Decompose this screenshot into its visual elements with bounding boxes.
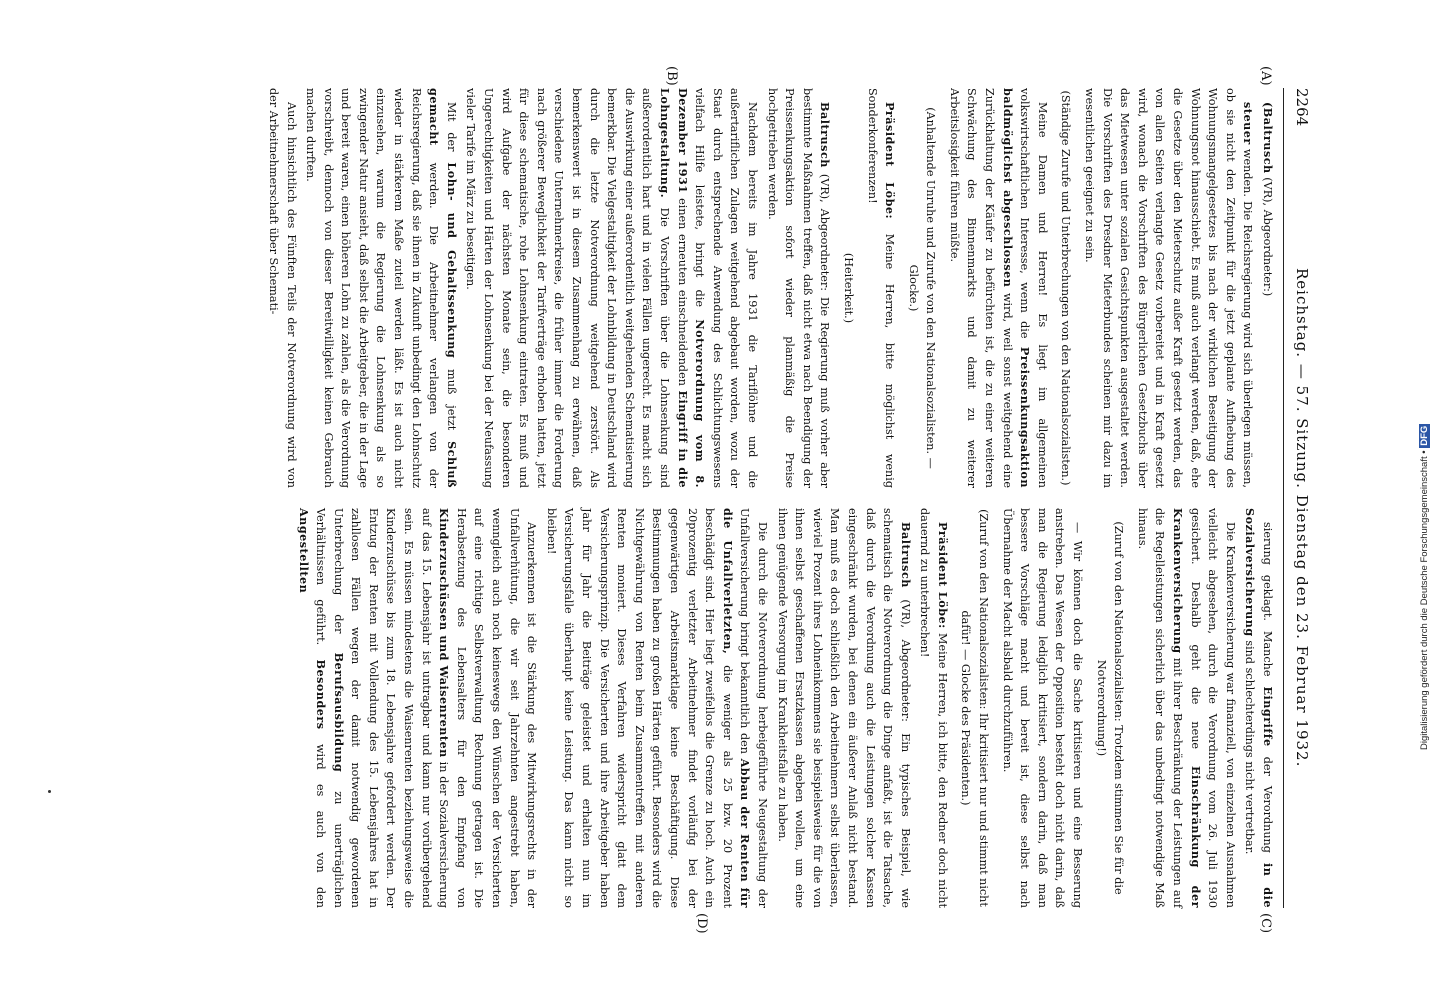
right-column-paragraph: Die durch die Notverordnung herbeigeführte Neugestaltung der Unfallversicherung bringt bekanntlich den Abbau der Renten für die Unfallverletzten, die weniger als 25 bzw. 20 Prozent beschädigt sind. Hier liegt zweifellos die Grenze zu hoch. Auch ein 20prozentig verletzter Arbeitnehmer findet vorläufig bei der gegenwärtigen Arbeitsmarktlage keine Beschäftigung. Diese Bestimmungen haben zu großen Härten geführt. Besonders wird die Nichtgewährung von Renten beim Zusammentreffen mit anderen Renten moniert. Dieses Verfahren widerspricht glatt dem Versicherungsprinzip. Die Versicherten und ihre Arbeitgeber haben Jahr für Jahr die Beiträge geleistet und erhalten nun im Versicherungsfalle überhaupt keine Leistung. Das kann nicht so bleiben! — [544, 508, 769, 908]
margin-mark-b: (B) — [664, 66, 679, 86]
left-text-column — [262, 88, 1276, 488]
left-column-paragraph: steuer wenden. Die Reichsregierung wird sich überlegen müssen, ob sie nicht den Zeitpunkt für die jetzt geplante Aufhebung des Wohnungsmangelgesetzes bis nach der wirklichen Beseitigung der Wohnungsnot hinausschiebt. Es muß auch verlangt werden, daß, ehe die Gesetze über den Mieterschutz außer Kraft gesetzt werden, das von allen Seiten verlangte Gesetz vorbereitet und in Kraft gesetzt wird, wonach die Vorschriften des Bürgerlichen Gesetzbuchs über das Mietwesen unter sozialen Gesichtspunkten ausgestaltet werden. Die Vorschriften des Dresdner Mieterbundes scheinen mir dazu im wesentlichen geeignet zu sein. — [1083, 88, 1256, 488]
margin-mark-a: (A) — [1258, 66, 1273, 86]
rotated-page — [80, 66, 1311, 934]
left-column-paragraph: Auch hinsichtlich des Fünften Teils der Notverordnung wird von der Arbeitnehmerschaft über Schemati- — [266, 88, 298, 488]
credit-text: Digitalisierung gefördert durch die Deutsche Forschungsgemeinschaft • — [1419, 450, 1430, 750]
right-column-paragraph: Baltrusch (VR), Abgeordneter: Ein typisches Beispiel, wie schematisch die Notverordnung die Dinge anfaßt, ist die Tatsache, daß durch die Verordnung auch die Leistungen solcher Kassen eingeschränkt wurden, bei denen ein äußerer Anlaß nicht bestand. Man muß es doch schließlich den Arbeitnehmern selbst überlassen, wieviel Prozent ihres Lohneinkommens sie beispielsweise für die von ihnen selbst geschaffenen Ersatzkassen abgeben wollen, um eine ihnen genügende Versorgung im Krankheitsfalle zu haben. — [775, 508, 913, 908]
right-column-paragraph: Die Krankenversicherung war finanziell, von einzelnen Ausnahmen vielleicht abgesehen, durch die Verordnung vom 26. Juli 1930 gesichert. Deshalb geht die neue Einschränkung der Krankenversicherung mit ihrer Beschränkung der Leistungen auf die Regelleistungen sicherlich über das unbedingt notwendige Maß hinaus. — [1135, 508, 1237, 908]
left-column-paragraph: (Anhaltende Unruhe und Zurufe von den Nationalsozialisten. — Glocke.) — [906, 107, 938, 469]
page-header — [1286, 88, 1310, 908]
header-rule — [1283, 88, 1284, 908]
left-column-paragraph: Nachdem bereits im Jahre 1931 die Tariflöhne und die außertariflichen Zulagen weitgehend abgebaut worden, wozu der Staat durch entsprechende Anwendung des Schlichtungswesens vielfach Hilfe leistete, bringt die Notverordnung vom 8. Dezember 1931 einen erneuten einschneidenden Eingriff in die Lohngestaltung. Die Vorschriften über die Lohnsenkung sind außerordentlich hart und in vielen Fällen ungerecht. Es macht sich die Auswirkung einer außerordentlich weitgehenden Schematisierung bemerkbar. Die Vielgestaltigkeit der Lohnbildung in Deutschland wird durch die letzte Notverordnung weitgehend zerstört. Als bemerkenswert ist in diesem Zusammenhang zu erwähnen, daß verschiedene Unternehmerkreise, die früher immer die Forderung nach größerer Beweglichkeit der Tarifverträge erhoben hatten, jetzt für diese schematische, rohe Lohnsenkung eintraten. Es muß und wird Aufgabe der nächsten Monate sein, die besonderen Ungerechtigkeiten und Härten der Lohnsenkung bei der Neufassung vieler Tarife im März zu beseitigen. — [464, 88, 759, 489]
left-column-paragraph: (Ständige Zurufe und Unterbrechungen von den Nationalsozialisten.) — [1059, 90, 1073, 486]
right-column-paragraph: (Zuruf von den Nationalsozialisten: Ihr kritisiert nur und stimmt nicht dafür! — Glocke des Präsidenten.) — [959, 509, 991, 907]
left-column-paragraph: Meine Damen und Herren! Es liegt im allgemeinen volkswirtschaftlichen Interesse, wenn die Preissenkungsaktion baldmöglichst abgeschlossen wird, weil sonst weitgehend eine Zurückhaltung der Käufer zu befürchten ist, die zu einer weiteren Schwächung des Binnenmarkts und damit zu weiterer Arbeitslosigkeit führen müßte. — [947, 88, 1049, 489]
right-column-paragraph: Präsident Löbe: Meine Herren, ich bitte, den Redner doch nicht dauernd zu unterbrechen! — [918, 508, 950, 908]
page-number: 2264 — [1293, 88, 1311, 127]
left-column-paragraph: Baltrusch (VR), Abgeordneter: Die Regierung muß vorher aber bestimmte Maßnahmen treffen, daß nicht etwa nach Beendigung der Preissenkungsaktion sofort wieder planmäßig die Preise hochgetrieben werden. — [765, 88, 833, 488]
left-column-paragraph: (Baltrusch (VR), Abgeordneter:) — [1261, 102, 1275, 297]
right-column-paragraph: sierung geklagt. Manche Eingriffe der Verordnung in die Sozialversicherung sind schlechterdings nicht vertretbar. — [1243, 508, 1275, 908]
speck — [48, 790, 51, 793]
digitization-credit — [1419, 250, 1431, 750]
right-text-column — [292, 508, 1276, 908]
page-title: Reichstag. — 57. Sitzung. Dienstag den 23. Februar 1932. — [1293, 268, 1311, 768]
margin-mark-d: (D) — [694, 913, 709, 934]
right-column-paragraph: (Zuruf von den Nationalsozialisten: Trotzdem stimmen Sie für die Notverordnung!) — [1094, 521, 1126, 895]
margin-mark-c: (C) — [1258, 913, 1273, 934]
left-column-paragraph: Präsident Löbe: Meine Herren, bitte möglichst wenig Sonderkonferenzen! — [865, 88, 898, 488]
dfg-logo: DFG — [1419, 425, 1430, 446]
left-column-paragraph: Mit der Lohn- und Gehaltssenkung muß jetzt Schluß gemacht werden. Die Arbeitnehmer verlangen von der Reichsregierung, daß sie ihnen in Zukunft unbedingt den Lohnschutz wieder in stärkerem Maße zuteil werden läßt. Es ist auch nicht einzusehen, warum die Regierung die Lohnsenkung als so zwingender Natur ansieht, daß selbst die Arbeitgeber, die in der Lage und bereit waren, einen höheren Lohn zu zahlen, als die Verordnung vorschreibt, dennoch von dieser Bereitwilligkeit keinen Gebrauch machen durften. — [304, 88, 459, 488]
right-column-paragraph: Anzuerkennen ist die Stärkung des Mitwirkungsrechts in der Unfallverhütung, die wir seit Jahrzehnten angestrebt haben, wenngleich auch noch keineswegs den Wünschen der Versicherten auf eine richtige Selbstverwaltung Rechnung getragen ist. Die Herabsetzung des Lebensalters für den Empfang von Kinderzuschüssen und Waisenrenten in der Sozialversicherung auf das 15. Lebensjahr ist untragbar und kann nur vorübergehend sein. Es müssen mindestens die Waisenrenten beziehungsweise die Kinderzuschüsse bis zum 18. Lebensjahre gefordert werden. Der Entzug der Renten mit Vollendung des 15. Lebensjahres hat in zahllosen Fällen wegen der damit notwendig gewordenen Unterbrechung der Berufsausbildung zu unerträglichen Verhältnissen geführt. Besonders wird es auch von den Angestellten — [296, 508, 539, 908]
left-column-paragraph: (Heiterkeit.) — [841, 252, 855, 324]
right-column-paragraph: — Wir können doch die Sache kritisieren und eine Besserung anstreben. Das Wesen der Opposition besteht doch nicht darin, daß man die Regierung lediglich kritisiert, sondern darin, daß man bessere Vorschläge macht und bereit ist, diese selbst nach Übernahme der Macht alsbald durchzuführen. — [1000, 508, 1085, 908]
